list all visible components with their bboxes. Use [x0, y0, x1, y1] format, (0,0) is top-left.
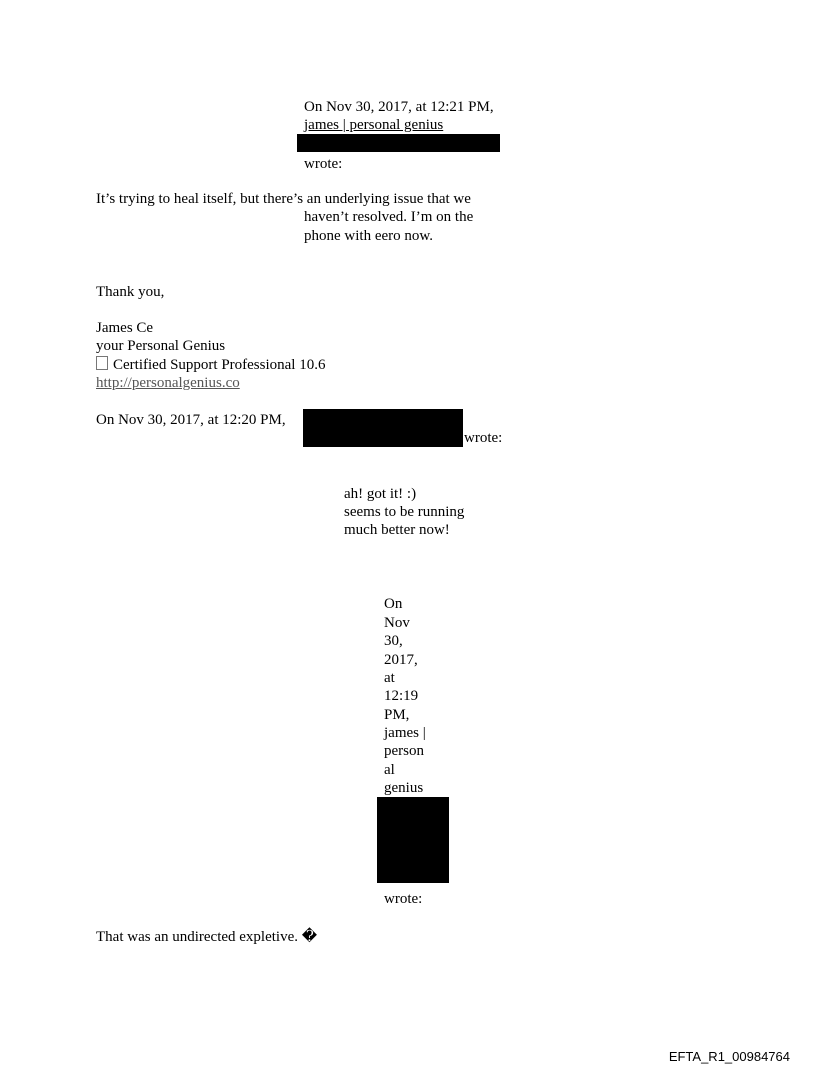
email1-header-date: On Nov 30, 2017, at 12:21 PM, [304, 99, 494, 115]
email2-header-date: On Nov 30, 2017, at 12:20 PM, [96, 412, 286, 428]
email1-body-line: haven’t resolved. I’m on the [304, 209, 474, 225]
signature-title: your Personal Genius [96, 338, 226, 354]
apple-icon [96, 356, 108, 370]
email2-body-line: much better now! [344, 522, 450, 538]
email1-body-line: phone with eero now. [304, 228, 433, 244]
signature-thanks: Thank you, [96, 284, 165, 300]
redaction-block [297, 134, 500, 152]
email3-header-word: 30, [384, 633, 403, 649]
signature-name: James Ce [96, 320, 154, 336]
signature-cert: Certified Support Professional 10.6 [113, 357, 326, 373]
email3-header-word: at [384, 670, 395, 686]
email3-header-word: al [384, 762, 395, 778]
email2-body-line: ah! got it! :) [344, 486, 417, 502]
email3-header-word: genius [384, 780, 424, 796]
email3-header-word: On [384, 596, 403, 612]
email3-header-word: PM, [384, 707, 410, 723]
email1-sender-name: james | personal genius [304, 117, 444, 133]
email1-body-line: It’s trying to heal itself, but there’s an underlying issue that we [96, 191, 471, 207]
document-id: EFTA_R1_00984764 [668, 1049, 790, 1064]
email3-header-word: james | [384, 725, 426, 741]
redaction-block [377, 797, 449, 883]
email3-header-word: person [384, 743, 424, 759]
email2-wrote: wrote: [464, 430, 503, 446]
email3-header-word: Nov [384, 615, 410, 631]
email1-wrote: wrote: [304, 156, 343, 172]
email3-wrote: wrote: [384, 891, 423, 907]
email3-header-word: 2017, [384, 652, 418, 668]
email2-body-line: seems to be running [344, 504, 465, 520]
email3-body: That was an undirected expletive. � [96, 929, 318, 945]
signature-cert-row [96, 356, 325, 374]
redaction-block [303, 409, 463, 447]
signature-link[interactable]: http://personalgenius.co [96, 375, 240, 391]
email3-header-word: 12:19 [384, 688, 419, 704]
